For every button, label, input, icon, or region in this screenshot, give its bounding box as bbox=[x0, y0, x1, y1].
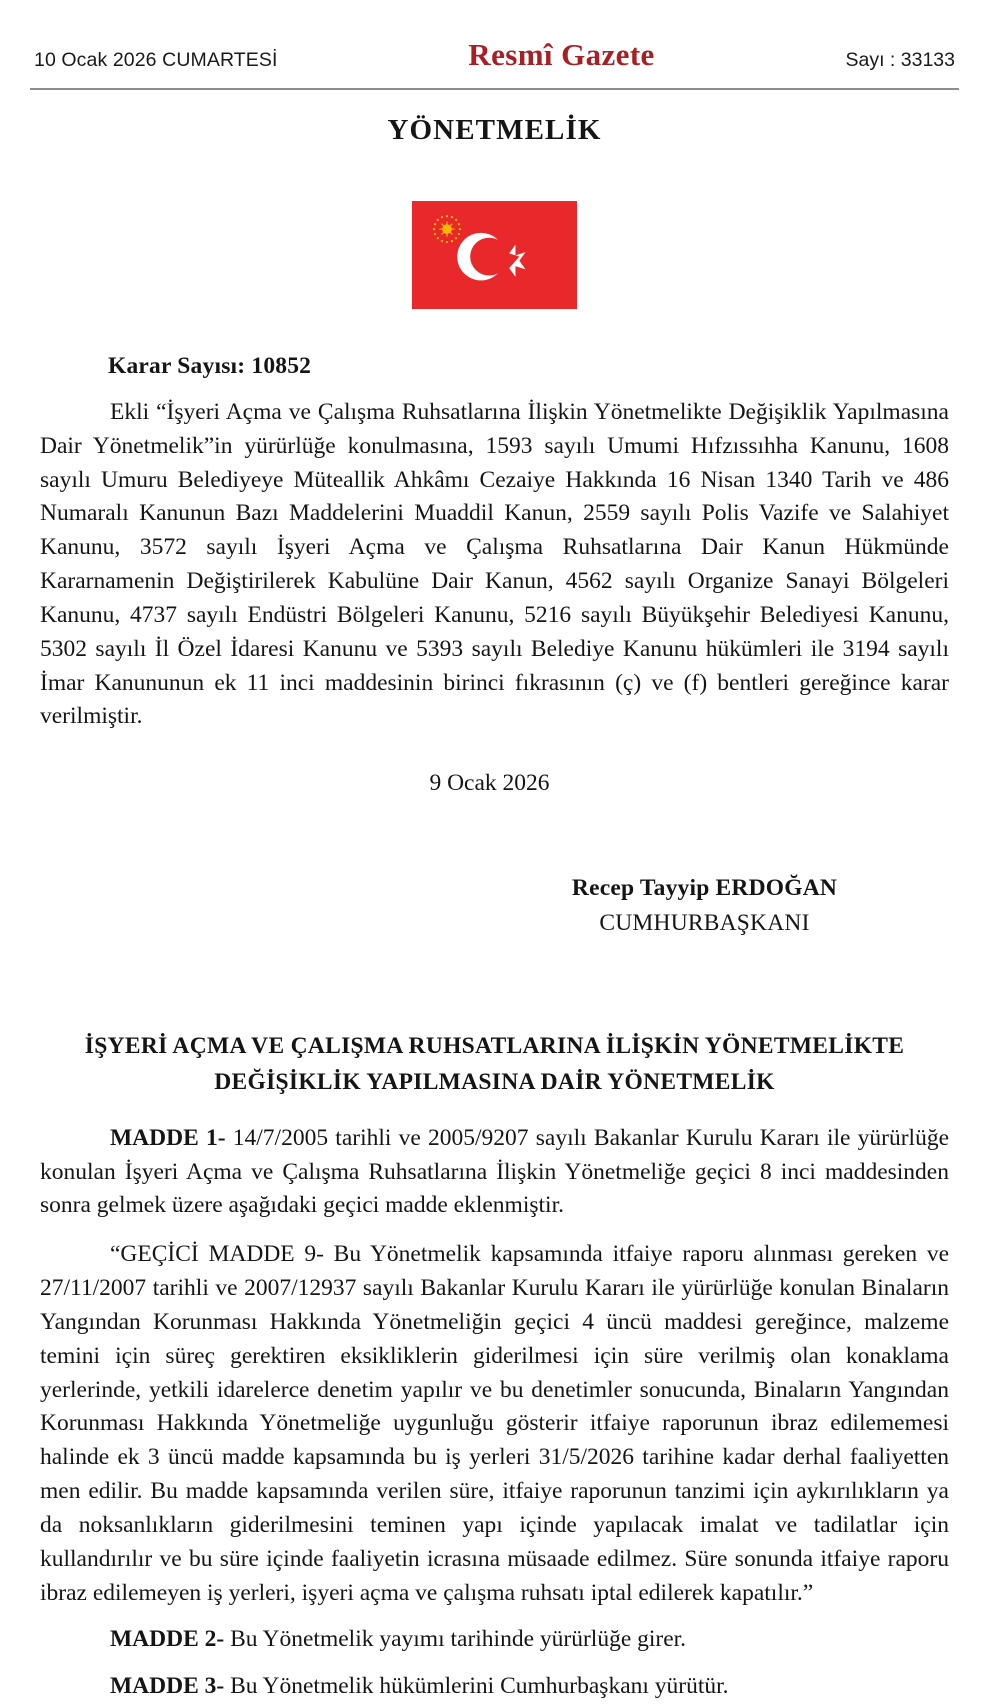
regulation-title-line-2: DEĞİŞİKLİK YAPILMASINA DAİR YÖNETMELİK bbox=[214, 1068, 775, 1095]
signature-date: 9 Ocak 2026 bbox=[429, 770, 550, 797]
article-1-label: MADDE 1- bbox=[110, 1124, 226, 1151]
signatory-name: Recep Tayyip ERDOĞAN bbox=[571, 875, 838, 902]
masthead-divider bbox=[30, 88, 959, 90]
document-body bbox=[0, 353, 989, 1704]
article-1-text: 14/7/2005 tarihli ve 2005/9207 sayılı Bakanlar Kurulu Kararı ile yürürlüğe konulan İşyeri Açma ve Çalışma Ruhsatlarına İlişkin Yönetmeliğe geçici 8 inci maddesinden sonra gelmek üzere aşağıdaki geçici madde eklenmiştir. bbox=[40, 1124, 950, 1219]
articles-list bbox=[40, 1122, 949, 1704]
article-provisional-9 bbox=[40, 1238, 949, 1610]
issue-number: Sayı : 33133 bbox=[845, 49, 955, 71]
publication-date: 10 Ocak 2026 CUMARTESİ bbox=[34, 49, 278, 71]
signature-block bbox=[40, 875, 949, 937]
article-3-label: MADDE 3- bbox=[110, 1673, 225, 1700]
article-2-text: Bu Yönetmelik yayımı tarihinde yürürlüğe girer. bbox=[224, 1626, 687, 1653]
gazette-title: Resmî Gazete bbox=[468, 37, 655, 72]
masthead bbox=[0, 0, 989, 74]
flag-container bbox=[0, 201, 989, 309]
article-3-text: Bu Yönetmelik hükümlerini Cumhurbaşkanı yürütür. bbox=[224, 1673, 729, 1700]
preamble-paragraph: Ekli “İşyeri Açma ve Çalışma Ruhsatlarına İlişkin Yönetmelikte Değişiklik Yapılmasına Dair Yönetmelik”in yürürlüğe konulmasına, 1593 sayılı Umumi Hıfzıssıhha Kanunu, 1608 sayılı Umuru Belediyeye Müteallik Ahkâmı Cezaiye Hakkında 16 Nisan 1340 Tarih ve 486 Numaralı Kanunun Bazı Maddelerini Muaddil Kanun, 2559 sayılı Polis Vazife ve Salahiyet Kanunu, 3572 sayılı İşyeri Açma ve Çalışma Ruhsatlarına Dair Kanun Hükmünde Kararnamenin Değiştirilerek Kabulüne Dair Kanun, 4562 sayılı Organize Sanayi Bölgeleri Kanunu, 4737 sayılı Endüstri Bölgeleri Kanunu, 5216 sayılı Büyükşehir Belediyesi Kanunu, 5302 sayılı İl Özel İdaresi Kanunu ve 5393 sayılı Belediye Kanunu hükümleri ile 3194 sayılı İmar Kanununun ek 11 inci maddesinin birinci fıkrasının (ç) ve (f) bentleri gereğince karar verilmiştir. bbox=[40, 399, 949, 730]
regulation-title bbox=[40, 1029, 949, 1100]
signatory-role: CUMHURBAŞKANI bbox=[599, 910, 810, 937]
regulation-title-line-1: İŞYERİ AÇMA VE ÇALIŞMA RUHSATLARINA İLİŞKİN YÖNETMELİKTE bbox=[84, 1033, 905, 1060]
article-3 bbox=[40, 1670, 949, 1704]
article-2-label: MADDE 2- bbox=[110, 1626, 225, 1653]
article-provisional-9-text: “GEÇİCİ MADDE 9- Bu Yönetmelik kapsamında itfaiye raporu alınması gereken ve 27/11/2007 tarihli ve 2007/12937 sayılı Bakanlar Kurulu Kararı ile yürürlüğe konulan Binaların Yangından Korunması Hakkında Yönetmeliğin geçici 4 üncü maddesi gereğince, malzeme temini için süreç gerektiren eksikliklerin giderilmesi için süre verilmiş olan konaklama yerlerinde, yetkili idarelerce denetim yapılır ve bu denetimler sonucunda, Binaların Yangından Korunması Hakkında Yönetmeliğe uygunluğu gösterir itfaiye raporunun ibraz edilememesi halinde ek 3 üncü madde kapsamında bu iş yerleri 31/5/2026 tarihine kadar derhal faaliyetten men edilir. Bu madde kapsamında verilen süre, itfaiye raporunun tanzimi için aykırılıkların ya da noksanlıkların giderilmesini teminen yapı içinde yapılacak imalat ve tadilatlar için kullandırılır ve bu süre içinde faaliyetin icrasına müsaade edilmez. Süre sonunda itfaiye raporu ibraz edilemeyen iş yerleri, işyeri açma ve çalışma ruhsatı iptal edilerek kapatılır.” bbox=[40, 1241, 949, 1606]
turkish-flag-icon bbox=[412, 201, 577, 309]
article-1 bbox=[40, 1122, 949, 1223]
article-2 bbox=[40, 1623, 949, 1657]
document-type-heading: YÖNETMELİK bbox=[387, 114, 602, 146]
decision-number: Karar Sayısı: 10852 bbox=[108, 353, 312, 379]
